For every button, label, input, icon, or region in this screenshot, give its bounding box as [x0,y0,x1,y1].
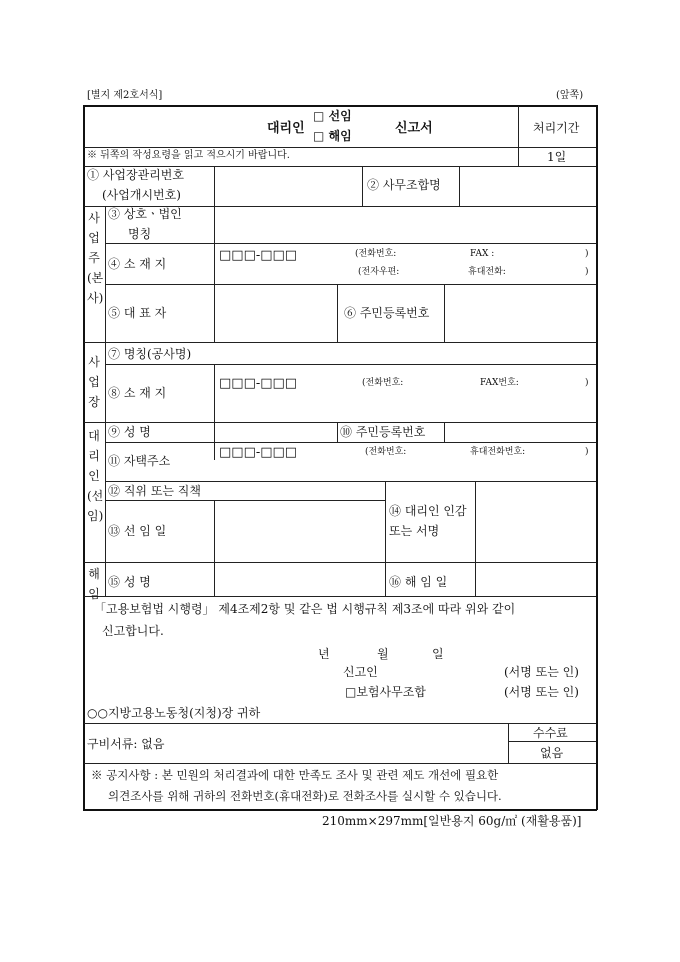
employer-email-label: (전자우편: [358,267,400,277]
agent-seal-input[interactable] [477,483,594,560]
workplace-mgmt-input[interactable] [216,168,360,204]
title-suffix: 신고서 [395,121,433,136]
insurance-union-checkbox[interactable]: □보험사무조합 [345,685,426,699]
workplace-fax-label: FAX번호: [480,378,519,388]
addressee: ○○지방고용노동청(지청)장 귀하 [87,706,261,720]
employer-rrn-label: ⑥ 주민등록번호 [344,306,430,320]
dismissed-name-label: ⑮ 성 명 [108,575,151,589]
processing-period-label: 처리기간 [533,121,580,135]
employer-side-label: 사업주(본사) [87,211,104,305]
agent-side-label: 대리인(선임) [87,429,104,523]
employer-rrn-input[interactable] [446,286,594,340]
company-name-label-2: 명칭 [128,227,152,241]
appoint-date-label: ⑬ 선 임 일 [108,524,167,538]
agent-rrn-label: ⑩ 주민등록번호 [340,425,426,439]
office-union-label: ② 사무조합명 [367,178,441,192]
agent-paren: ) [585,447,589,457]
fee-label: 수수료 [533,726,568,740]
workplace-mgmt-label: ① 사업장관리번호 [87,168,184,182]
form-number: [별지 제2호서식] [87,90,163,101]
company-name-label: ③ 상호ㆍ법인 [108,207,182,221]
agent-phone-label: (전화번호: [365,447,407,457]
employer-phone-label: (전화번호: [355,249,397,259]
declaration-line-1: 「고용보험법 시행령」 제4조제2항 및 같은 법 시행규칙 제3조에 따라 위와 같이 [94,602,516,616]
dismissal-date-input[interactable] [477,564,594,594]
dismiss-checkbox[interactable]: □ 해임 [313,129,352,143]
workplace-phone-label: (전화번호: [362,378,404,388]
union-sign-label: (서명 또는 인) [504,685,579,699]
agent-home-label: ⑪ 자택주소 [108,454,171,468]
agent-rrn-input[interactable] [446,424,594,440]
company-name-input[interactable] [216,208,594,241]
fee-value: 없음 [540,746,564,760]
employer-mobile-label: 휴대전화: [468,267,506,277]
declaration-line-2: 신고합니다. [102,624,164,638]
title-prefix: 대리인 [267,121,305,136]
employer-paren-2: ) [585,267,589,277]
date-year: 년 [318,647,330,661]
office-union-input[interactable] [461,168,594,204]
dismissal-side-label: 해임 [88,567,100,601]
business-start-label: (사업개시번호) [102,188,181,202]
workplace-zip[interactable]: □□□-□□□ [219,376,298,391]
agent-position-label: ⑫ 직위 또는 직책 [108,484,201,498]
dismissed-name-input[interactable] [216,564,383,594]
employer-address-label: ④ 소 재 지 [108,257,167,271]
agent-name-label: ⑨ 성 명 [108,425,151,439]
appoint-date-input[interactable] [216,502,383,560]
workplace-name-label: ⑦ 명칭(공사명) [108,347,192,361]
representative-label: ⑤ 대 표 자 [108,306,167,320]
notice-top: ※ 뒤쪽의 작성요령을 읽고 적으시기 바랍니다. [87,150,290,161]
date-month: 월 [377,647,389,661]
agent-zip[interactable]: □□□-□□□ [219,445,298,460]
date-day: 일 [432,647,444,661]
workplace-address-label: ⑧ 소 재 지 [108,386,167,400]
workplace-paren: ) [585,378,589,388]
agent-mobile-label: 휴대전화번호: [470,447,526,457]
agent-seal-label-2: 또는 서명 [389,524,440,538]
reporter-label: 신고인 [343,665,378,679]
dismissal-date-label: ⑯ 해 임 일 [389,575,448,589]
employer-paren-1: ) [585,249,589,259]
workplace-side-label: 사업장 [88,355,100,409]
required-documents: 구비서류: 없음 [87,737,165,751]
representative-input[interactable] [216,286,335,340]
reporter-sign-label: (서명 또는 인) [504,665,579,679]
appoint-checkbox[interactable]: □ 선임 [313,109,352,123]
agent-seal-label: ⑭ 대리인 인감 [389,504,467,518]
public-notice-line-2: 의견조사를 위해 귀하의 전화번호(휴대전화)로 전화조사를 실시할 수 있습니다. [108,789,502,803]
page-side-label: (앞쪽) [556,90,584,101]
paper-spec-footer: 210mm×297mm[일반용지 60g/㎡ (재활용품)] [322,814,582,828]
agent-position-input[interactable] [216,483,383,498]
agent-name-input[interactable] [216,424,335,440]
employer-fax-label: FAX : [470,249,495,259]
employer-zip[interactable]: □□□-□□□ [219,248,298,263]
processing-period-value: 1일 [547,150,567,164]
public-notice-line-1: ※ 공지사항 : 본 민원의 처리결과에 대한 만족도 조사 및 관련 제도 개선에 필요한 [91,768,499,782]
